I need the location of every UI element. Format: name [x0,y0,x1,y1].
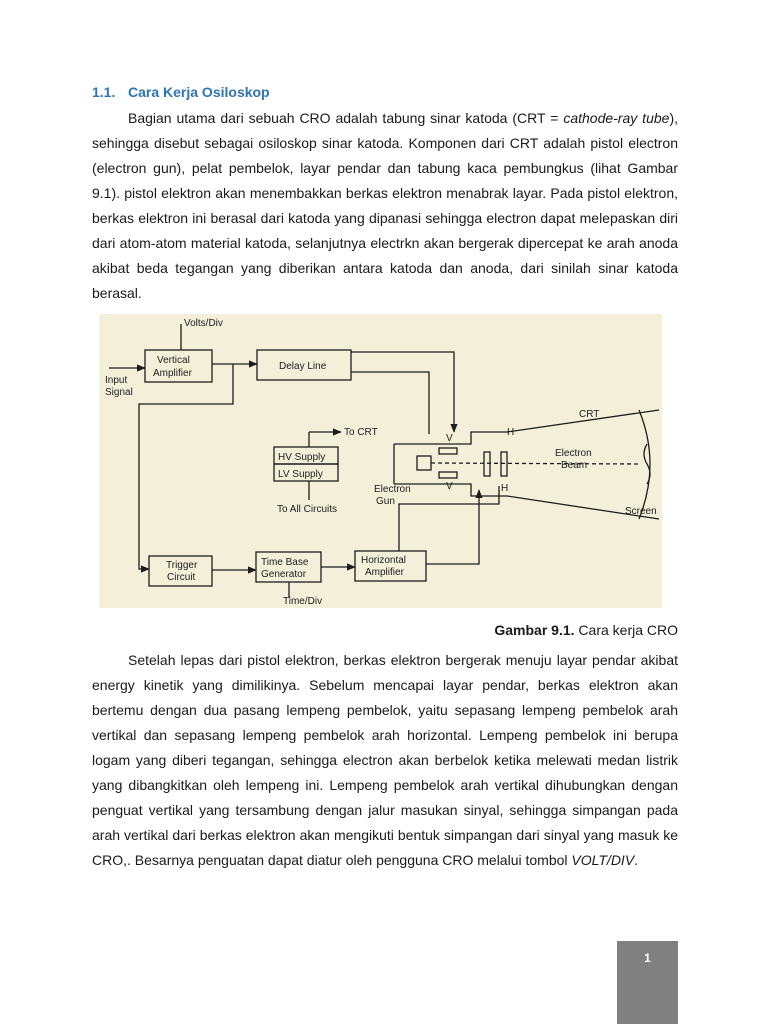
label-h-bottom: H [501,483,509,494]
label-horizontal-amplifier-2: Amplifier [365,567,404,578]
paragraph-2-italic: VOLT/DIV [571,852,635,868]
label-h-top: H [507,427,515,438]
label-electron-beam-2: Beam [561,460,588,471]
page-number-box [617,941,678,1024]
label-screen: Screen [625,506,657,517]
label-electron-gun-2: Gun [376,496,395,507]
page-number: 1 [644,951,651,965]
label-to-all-circuits: To All Circuits [277,504,338,515]
caption-text: Cara kerja CRO [574,622,678,638]
label-v-bottom: V [446,481,453,492]
paragraph-2-text-b: . [634,852,639,868]
paragraph-2 [92,648,678,873]
label-electron-gun-1: Electron [374,484,411,495]
label-time-base-1: Time Base [261,557,309,568]
paragraph-1-italic: cathode-ray tube [563,110,670,126]
paragraph-2-text-a: Setelah lepas dari pistol elektron, berkas elektron bergerak menuju layar pendar akibat energy kinetik yang dimilikinya. Sebelum mencapai layar pendar, berkas elektron akan bertemu dengan dua pasang lempeng pembelok, yaitu sepasang lempeng pembelok arah vertikal dan sepasang lempeng pembelok arah horizontal. Lempeng pembelok ini berupa logam yang diberi tegangan, sehingga electron akan berbelok ketika melewati medan listrik yang dibangkitkan oleh lempeng ini. Lempeng pembelok arah vertikal dihubungkan dengan penguat vertikal yang tersambung dengan jalur masukan sinyal, sehingga simpangan pada arah vertikal dari berkas elektron akan mengikuti bentuk simpangan dari sinyal yang masuk ke CRO,. Besarnya penguatan dapat diatur oleh pengguna CRO melalui tombol [92,652,678,868]
label-trigger-1: Trigger [166,560,198,571]
paragraph-1-text-a: Bagian utama dari sebuah CRO adalah tabung sinar katoda (CRT = [128,110,564,126]
label-input-1: Input [105,375,128,386]
paragraph-1-text-b: ), sehingga disebut sebagai osiloskop sinar katoda. Komponen dari CRT adalah pistol electron (electron gun), pelat pembelok, layar pendar dan tabung kaca pembungkus (lihat Gambar 9.1). pistol elektron akan menembakkan berkas elektron menabrak layar. Pada pistol elektron, berkas elektron ini berasal dari katoda yang dipanasi sehingga electron dapat melepaskan diri dari atom-atom material katoda, selanjutnya electrkn akan bergerak dipercepat ke arah anoda akibat beda tegangan yang diberikan antara katoda dan anoda, dari sinilah sinar katoda berasal. [92,110,678,301]
label-volts-div: Volts/Div [184,318,223,329]
label-time-base-2: Generator [261,569,307,580]
section-number: 1.1. [92,84,116,100]
label-trigger-2: Circuit [167,572,196,583]
paragraph-1 [92,106,678,306]
label-hv-supply: HV Supply [278,452,326,463]
label-horizontal-amplifier-1: Horizontal [361,555,407,566]
label-electron-beam-1: Electron [555,448,592,459]
diagram-svg [99,314,662,608]
label-vertical-amplifier-1: Vertical [157,355,190,366]
figure-caption [494,622,678,638]
label-delay-line: Delay Line [279,361,327,372]
cro-block-diagram [99,314,662,608]
label-crt: CRT [579,409,600,420]
section-title: Cara Kerja Osiloskop [128,84,270,100]
label-vertical-amplifier-2: Amplifier [153,368,192,379]
label-v-top: V [446,433,453,444]
label-input-2: Signal [105,387,133,398]
caption-label: Gambar 9.1. [494,622,575,638]
label-to-crt: To CRT [344,427,378,438]
label-lv-supply: LV Supply [278,469,323,480]
section-heading [92,84,270,100]
label-time-div: Time/Div [283,596,323,607]
